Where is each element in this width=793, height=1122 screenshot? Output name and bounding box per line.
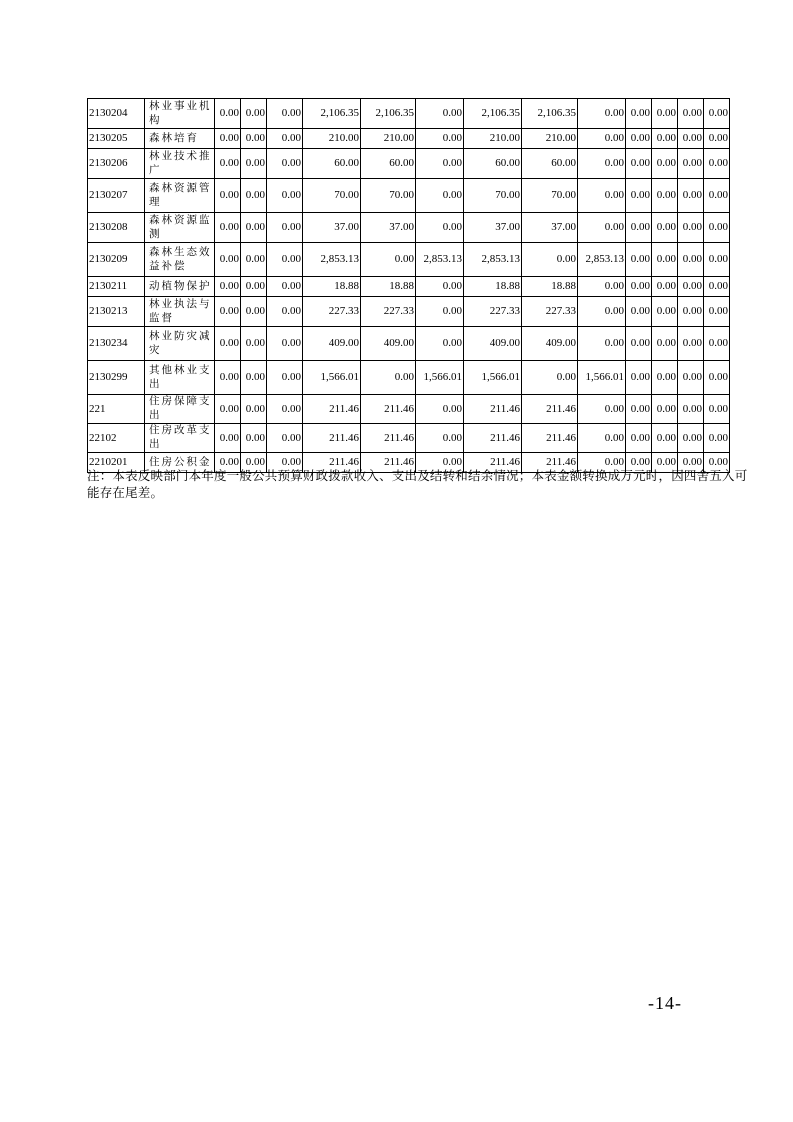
- row-value: 1,566.01: [464, 361, 522, 395]
- row-value: 210.00: [361, 129, 416, 149]
- row-value: 227.33: [303, 297, 361, 327]
- row-value: 211.46: [361, 395, 416, 424]
- row-value: 60.00: [361, 149, 416, 179]
- row-value: 211.46: [464, 424, 522, 453]
- row-value: 0.00: [267, 179, 303, 213]
- row-value: 37.00: [303, 213, 361, 243]
- row-value: 0.00: [416, 297, 464, 327]
- row-value: 0.00: [704, 129, 730, 149]
- row-value: 0.00: [578, 179, 626, 213]
- row-value: 1,566.01: [578, 361, 626, 395]
- row-value: 0.00: [578, 395, 626, 424]
- row-value: 0.00: [267, 99, 303, 129]
- row-name: 林业执法与监督: [145, 297, 215, 327]
- row-value: 0.00: [626, 213, 652, 243]
- budget-table: [87, 98, 730, 473]
- row-value: 0.00: [652, 149, 678, 179]
- row-code: 2130208: [88, 213, 145, 243]
- row-value: 0.00: [215, 277, 241, 297]
- row-value: 0.00: [215, 129, 241, 149]
- table-row: [88, 297, 730, 327]
- row-value: 0.00: [578, 129, 626, 149]
- row-value: 211.46: [303, 424, 361, 453]
- row-value: 0.00: [267, 297, 303, 327]
- row-value: 211.46: [464, 395, 522, 424]
- table-body: [88, 99, 730, 473]
- row-value: 0.00: [678, 327, 704, 361]
- row-value: 0.00: [678, 213, 704, 243]
- row-value: 0.00: [416, 277, 464, 297]
- page-number: -14-: [648, 993, 682, 1013]
- table-row: [88, 179, 730, 213]
- row-value: 0.00: [416, 213, 464, 243]
- row-value: 0.00: [704, 149, 730, 179]
- row-value: 2,106.35: [464, 99, 522, 129]
- row-value: 60.00: [522, 149, 578, 179]
- row-value: 1,566.01: [416, 361, 464, 395]
- row-name: 森林资源监测: [145, 213, 215, 243]
- row-value: 0.00: [704, 179, 730, 213]
- row-value: 0.00: [652, 361, 678, 395]
- row-value: 0.00: [215, 243, 241, 277]
- row-value: 0.00: [215, 327, 241, 361]
- row-value: 0.00: [416, 453, 464, 473]
- row-value: 0.00: [241, 149, 267, 179]
- row-value: 0.00: [704, 395, 730, 424]
- row-value: 0.00: [704, 424, 730, 453]
- row-value: 2,106.35: [361, 99, 416, 129]
- row-value: 0.00: [267, 327, 303, 361]
- row-name: 林业防灾减灾: [145, 327, 215, 361]
- row-value: 0.00: [578, 453, 626, 473]
- row-value: 0.00: [215, 179, 241, 213]
- row-value: 2,853.13: [464, 243, 522, 277]
- row-value: 0.00: [626, 129, 652, 149]
- row-value: 0.00: [416, 179, 464, 213]
- row-value: 0.00: [267, 149, 303, 179]
- row-value: 2,106.35: [303, 99, 361, 129]
- row-value: 0.00: [704, 213, 730, 243]
- row-value: 0.00: [241, 99, 267, 129]
- row-value: 210.00: [303, 129, 361, 149]
- row-value: 37.00: [464, 213, 522, 243]
- row-value: 227.33: [361, 297, 416, 327]
- row-value: 0.00: [522, 243, 578, 277]
- row-value: 0.00: [626, 99, 652, 129]
- row-value: 18.88: [361, 277, 416, 297]
- row-value: 0.00: [361, 361, 416, 395]
- row-value: 0.00: [678, 361, 704, 395]
- table-row: [88, 277, 730, 297]
- row-value: 0.00: [241, 243, 267, 277]
- table-row: [88, 149, 730, 179]
- row-value: 0.00: [267, 213, 303, 243]
- row-value: 0.00: [678, 395, 704, 424]
- row-value: 0.00: [652, 395, 678, 424]
- row-value: 0.00: [704, 327, 730, 361]
- row-value: 0.00: [241, 297, 267, 327]
- table-row: [88, 361, 730, 395]
- row-value: 0.00: [678, 149, 704, 179]
- table-note: 注：本表反映部门本年度一般公共预算财政拨款收入、支出及结转和结余情况；本表金额转换成万元时，因四舍五入可能存在尾差。: [87, 469, 748, 500]
- row-value: 0.00: [241, 453, 267, 473]
- row-value: 409.00: [303, 327, 361, 361]
- row-value: 18.88: [522, 277, 578, 297]
- row-value: 0.00: [267, 129, 303, 149]
- row-value: 0.00: [215, 213, 241, 243]
- row-value: 0.00: [678, 424, 704, 453]
- row-code: 2130207: [88, 179, 145, 213]
- row-value: 0.00: [678, 297, 704, 327]
- row-value: 0.00: [578, 297, 626, 327]
- row-value: 0.00: [704, 297, 730, 327]
- row-code: 2130204: [88, 99, 145, 129]
- row-value: 18.88: [464, 277, 522, 297]
- row-value: 0.00: [652, 297, 678, 327]
- row-value: 2,853.13: [416, 243, 464, 277]
- row-value: 0.00: [241, 424, 267, 453]
- table-row: [88, 129, 730, 149]
- row-value: 0.00: [361, 243, 416, 277]
- row-value: 0.00: [678, 99, 704, 129]
- row-value: 0.00: [626, 179, 652, 213]
- row-value: 0.00: [678, 179, 704, 213]
- row-value: 0.00: [215, 297, 241, 327]
- table-row: [88, 99, 730, 129]
- row-value: 0.00: [626, 361, 652, 395]
- row-value: 0.00: [704, 99, 730, 129]
- row-value: 409.00: [522, 327, 578, 361]
- row-value: 0.00: [626, 395, 652, 424]
- table-row: [88, 327, 730, 361]
- row-value: 70.00: [361, 179, 416, 213]
- row-value: 2,853.13: [303, 243, 361, 277]
- row-value: 0.00: [652, 243, 678, 277]
- row-value: 0.00: [267, 395, 303, 424]
- row-value: 0.00: [416, 149, 464, 179]
- row-code: 2130209: [88, 243, 145, 277]
- row-name: 林业事业机构: [145, 99, 215, 129]
- row-value: 0.00: [578, 213, 626, 243]
- row-value: 2,853.13: [578, 243, 626, 277]
- row-value: 0.00: [626, 453, 652, 473]
- row-value: 211.46: [522, 395, 578, 424]
- row-value: 0.00: [241, 327, 267, 361]
- row-value: 1,566.01: [303, 361, 361, 395]
- row-code: 22102: [88, 424, 145, 453]
- row-value: 0.00: [626, 243, 652, 277]
- row-value: 0.00: [678, 243, 704, 277]
- row-value: 0.00: [704, 453, 730, 473]
- table-row: [88, 243, 730, 277]
- row-value: 0.00: [626, 297, 652, 327]
- row-value: 0.00: [678, 129, 704, 149]
- row-value: 210.00: [522, 129, 578, 149]
- row-value: 0.00: [241, 277, 267, 297]
- row-value: 70.00: [303, 179, 361, 213]
- row-value: 0.00: [652, 277, 678, 297]
- row-value: 0.00: [267, 277, 303, 297]
- row-value: 0.00: [578, 327, 626, 361]
- row-value: 0.00: [416, 99, 464, 129]
- row-value: 0.00: [241, 213, 267, 243]
- row-value: 0.00: [652, 213, 678, 243]
- row-value: 0.00: [578, 149, 626, 179]
- row-name: 住房保障支出: [145, 395, 215, 424]
- row-name: 住房改革支出: [145, 424, 215, 453]
- row-value: 0.00: [578, 99, 626, 129]
- row-value: 0.00: [416, 129, 464, 149]
- row-value: 227.33: [464, 297, 522, 327]
- row-value: 0.00: [416, 327, 464, 361]
- row-name: 森林培育: [145, 129, 215, 149]
- row-code: 2210201: [88, 453, 145, 473]
- row-value: 0.00: [578, 424, 626, 453]
- row-value: 0.00: [626, 424, 652, 453]
- row-value: 0.00: [652, 99, 678, 129]
- row-value: 0.00: [215, 99, 241, 129]
- row-value: 70.00: [464, 179, 522, 213]
- row-value: 0.00: [678, 453, 704, 473]
- row-name: 森林生态效益补偿: [145, 243, 215, 277]
- row-code: 2130234: [88, 327, 145, 361]
- row-value: 0.00: [416, 424, 464, 453]
- row-value: 0.00: [267, 453, 303, 473]
- row-value: 211.46: [522, 424, 578, 453]
- row-value: 0.00: [215, 424, 241, 453]
- row-value: 409.00: [361, 327, 416, 361]
- row-value: 0.00: [215, 395, 241, 424]
- row-value: 0.00: [652, 129, 678, 149]
- row-code: 221: [88, 395, 145, 424]
- row-value: 70.00: [522, 179, 578, 213]
- row-value: 227.33: [522, 297, 578, 327]
- row-code: 2130299: [88, 361, 145, 395]
- row-value: 0.00: [215, 361, 241, 395]
- row-value: 409.00: [464, 327, 522, 361]
- row-value: 60.00: [464, 149, 522, 179]
- row-value: 0.00: [241, 361, 267, 395]
- row-value: 210.00: [464, 129, 522, 149]
- row-value: 0.00: [678, 277, 704, 297]
- row-value: 211.46: [303, 453, 361, 473]
- row-value: 0.00: [241, 395, 267, 424]
- row-value: 0.00: [704, 277, 730, 297]
- row-value: 211.46: [361, 453, 416, 473]
- row-value: 0.00: [578, 277, 626, 297]
- table-row: [88, 395, 730, 424]
- row-value: 0.00: [626, 149, 652, 179]
- row-value: 211.46: [522, 453, 578, 473]
- row-value: 0.00: [522, 361, 578, 395]
- row-name: 动植物保护: [145, 277, 215, 297]
- row-code: 2130211: [88, 277, 145, 297]
- row-value: 211.46: [464, 453, 522, 473]
- row-value: 0.00: [267, 361, 303, 395]
- row-value: 0.00: [215, 453, 241, 473]
- table-row: [88, 424, 730, 453]
- row-value: 60.00: [303, 149, 361, 179]
- row-value: 37.00: [361, 213, 416, 243]
- row-name: 住房公积金: [145, 453, 215, 473]
- row-value: 0.00: [652, 179, 678, 213]
- row-value: 0.00: [626, 327, 652, 361]
- row-name: 森林资源管理: [145, 179, 215, 213]
- row-value: 0.00: [267, 243, 303, 277]
- row-value: 0.00: [652, 424, 678, 453]
- row-value: 0.00: [416, 395, 464, 424]
- row-name: 林业技术推广: [145, 149, 215, 179]
- row-name: 其他林业支出: [145, 361, 215, 395]
- row-value: 211.46: [361, 424, 416, 453]
- row-value: 0.00: [704, 361, 730, 395]
- row-value: 0.00: [652, 453, 678, 473]
- row-code: 2130213: [88, 297, 145, 327]
- row-value: 211.46: [303, 395, 361, 424]
- row-value: 0.00: [267, 424, 303, 453]
- row-value: 2,106.35: [522, 99, 578, 129]
- row-code: 2130205: [88, 129, 145, 149]
- row-value: 0.00: [626, 277, 652, 297]
- row-value: 37.00: [522, 213, 578, 243]
- row-value: 0.00: [241, 129, 267, 149]
- row-value: 18.88: [303, 277, 361, 297]
- row-value: 0.00: [704, 243, 730, 277]
- row-value: 0.00: [652, 327, 678, 361]
- row-value: 0.00: [241, 179, 267, 213]
- row-value: 0.00: [215, 149, 241, 179]
- row-code: 2130206: [88, 149, 145, 179]
- table-row: [88, 213, 730, 243]
